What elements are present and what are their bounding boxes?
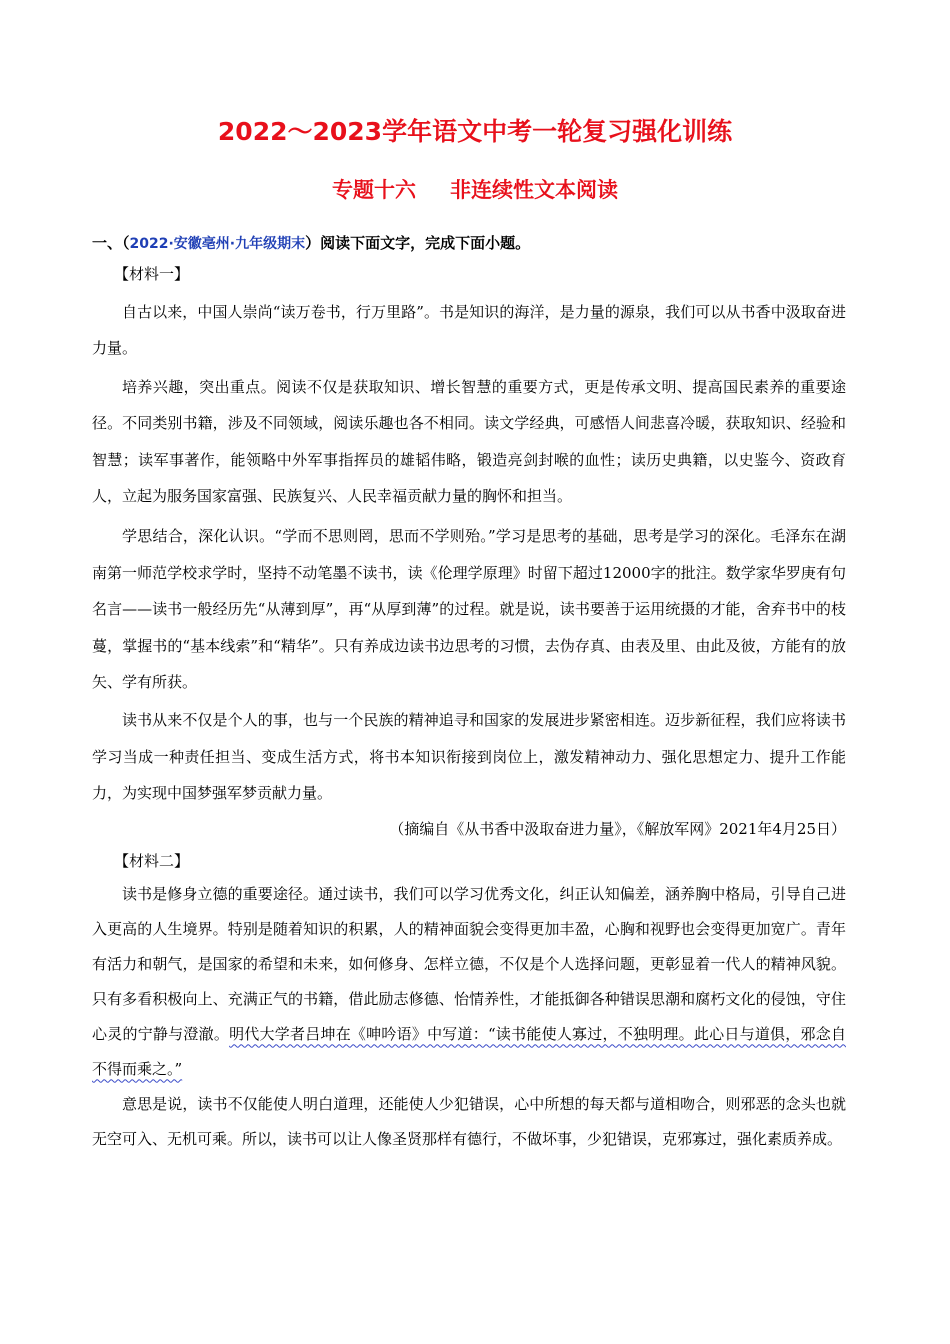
subtitle-topic: 专题十六 [332, 178, 416, 202]
material-one-paragraph: 读书从来不仅是个人的事，也与一个民族的精神追寻和国家的发展进步紧密相连。迈步新征程，我们应将读书学习当成一种责任担当、变成生活方式，将书本知识衔接到岗位上，激发精神动力、强化思想定力、提升工作能力，为实现中国梦强军梦贡献力量。 [92, 711, 846, 803]
material-two-text: 读书是修身立德的重要途径。通过读书，我们可以学习优秀文化，纠正认知偏差，涵养胸中格局，引导自己进入更高的人生境界。特别是随着知识的积累，人的精神面貌会变得更加丰盈，心胸和视野也会变得更加宽广。青年有活力和朝气，是国家的希望和未来，如何修身、怎样立德，不仅是个人选择问题，更彰显着一代人的精神风貌。只有多看积极向上、充满正气的书籍，借此励志修德、怡情养性，才能抵御各种错误思潮和腐朽文化的侵蚀，守住心灵的宁静与澄澈。 [92, 884, 846, 1043]
question-heading [92, 228, 846, 259]
material-one-label: 【材料一】 [114, 265, 190, 283]
material-two-paragraph [92, 877, 846, 1087]
material-one-paragraph: 自古以来，中国人崇尚“读万卷书，行万里路”。书是知识的海洋，是力量的源泉，我们可以从书香中汲取奋进力量。 [92, 303, 846, 358]
material-one-paragraph: 培养兴趣，突出重点。阅读不仅是获取知识、增长智慧的重要方式，更是传承文明、提高国民素养的重要途径。不同类别书籍，涉及不同领域，阅读乐趣也各不相同。读文学经典，可感悟人间悲喜冷暖，获取知识、经验和智慧；读军事著作，能领略中外军事指挥员的雄韬伟略，锻造亮剑封喉的血性；读历史典籍，以史鉴今、资政育人，立起为服务国家富强、民族复兴、人民幸福贡献力量的胸怀和担当。 [92, 377, 846, 506]
material-one-source: （摘编自《从书香中汲取奋进力量》，《解放军网》2021年4月25日） [389, 819, 846, 838]
question-source: 2022·安徽亳州·九年级期末 [129, 236, 306, 252]
subtitle-name: 非连续性文本阅读 [450, 178, 618, 202]
material-one-paragraph: 学思结合，深化认识。“学而不思则罔，思而不学则殆。”学习是思考的基础，思考是学习的深化。毛泽东在湖南第一师范学校求学时，坚持不动笔墨不读书，读《伦理学原理》时留下超过12000字的批注。数学家华罗庚有句名言——读书一般经历先“从薄到厚”，再“从厚到薄”的过程。就是说，读书要善于运用统摄的才能，舍弃书中的枝蔓，掌握书的“基本线索”和“精华”。只有养成边读书边思考的习惯，去伪存真、由表及里、由此及彼，方能有的放矢、学有所获。 [92, 527, 846, 692]
wavy-underlined-quote: 明代大学者吕坤在《呻吟语》中写道：“读书能使人寡过，不独明理。此心日与道俱，邪念自不得而乘之。” [92, 1024, 846, 1078]
document-title: 2022～2023学年语文中考一轮复习强化训练 [217, 117, 733, 146]
question-number: 一、（ [92, 234, 130, 252]
material-two-label: 【材料二】 [114, 851, 190, 870]
document-content [92, 228, 846, 1157]
material-two-paragraph: 意思是说，读书不仅能使人明白道理，还能使人少犯错误，心中所想的每天都与道相吻合，则邪恶的念头也就无空可入、无机可乘。所以，读书可以让人像圣贤那样有德行，不做坏事，少犯错误，克邪寡过，强化素质养成。 [92, 1094, 846, 1148]
document-subtitle [0, 174, 950, 204]
question-instruction: ）阅读下面文字，完成下面小题。 [305, 234, 531, 252]
